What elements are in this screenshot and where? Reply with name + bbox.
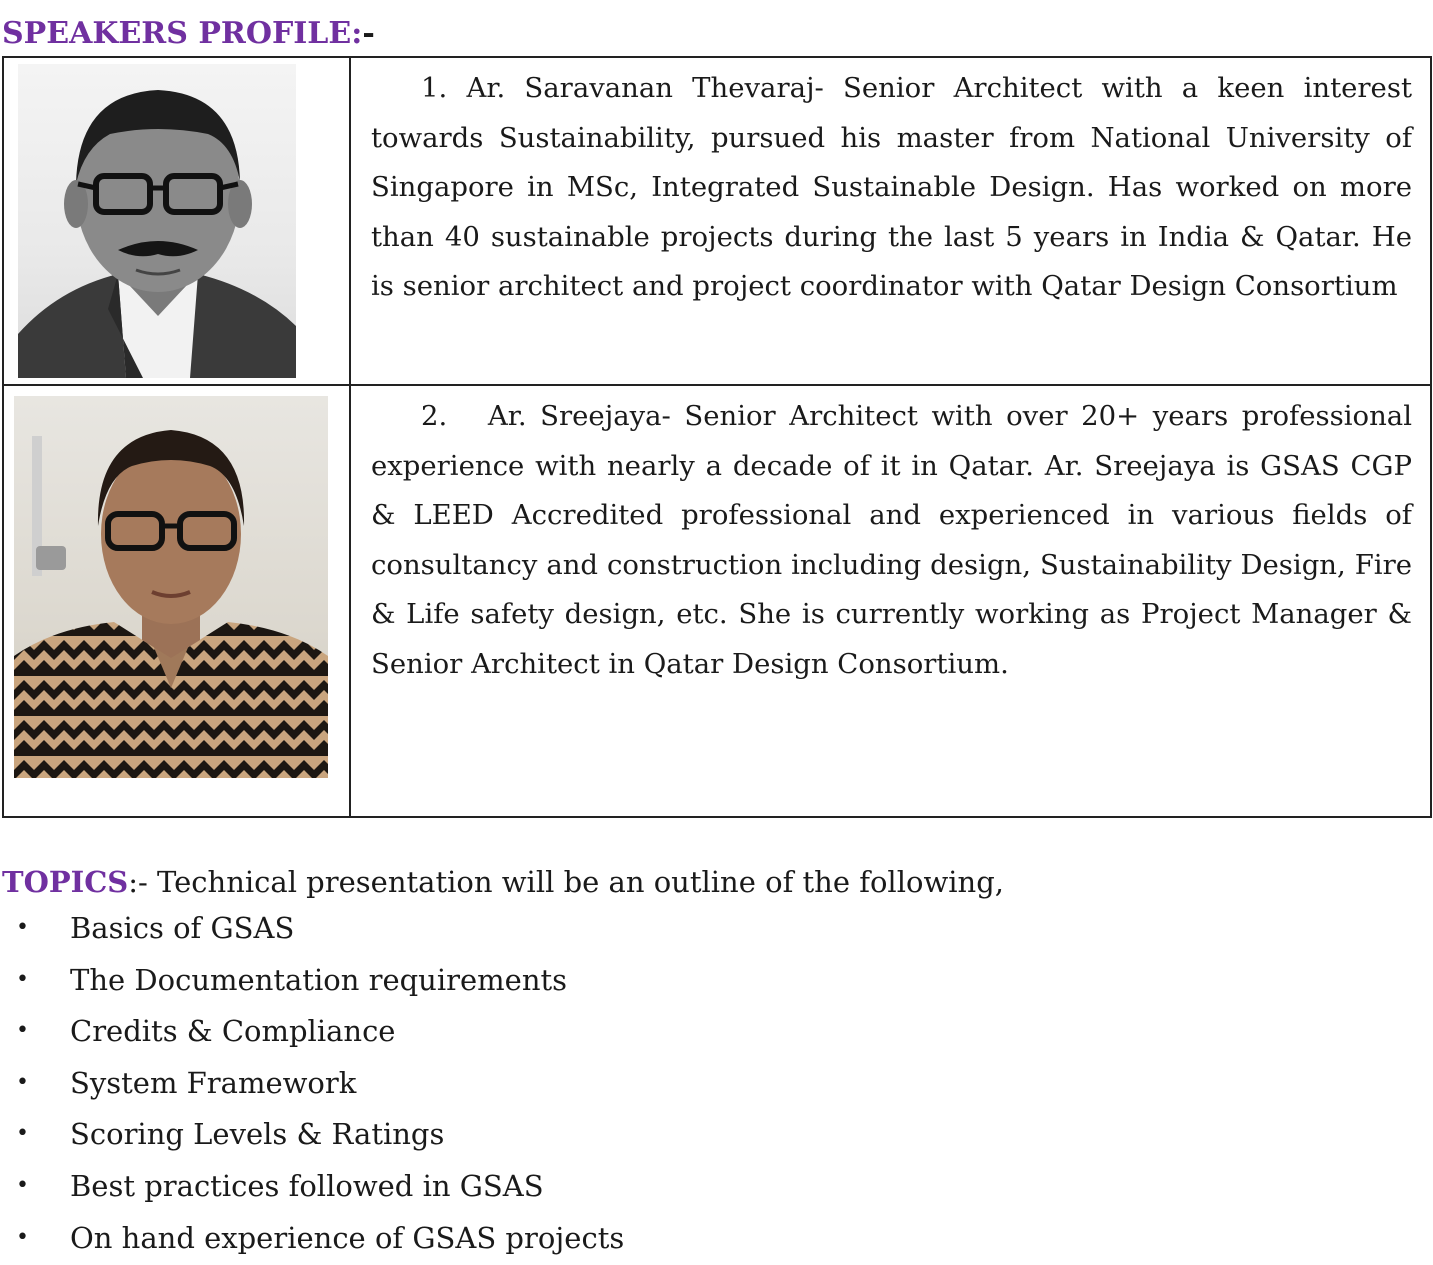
speaker-number: 1.	[421, 72, 448, 104]
topics-list	[0, 904, 624, 1265]
topic-text: On hand experience of GSAS projects	[70, 1220, 625, 1255]
bullet-icon: •	[16, 966, 29, 992]
bullet-icon: •	[16, 1224, 29, 1250]
list-item	[0, 1007, 624, 1059]
woman-portrait-icon	[14, 396, 328, 778]
speaker-photo-cell	[3, 385, 350, 817]
bullet-icon: •	[16, 1069, 29, 1095]
topics-intro: :- Technical presentation will be an outline of the following,	[128, 865, 1004, 899]
speaker-bio	[371, 64, 1412, 312]
bullet-icon: •	[16, 1121, 29, 1147]
list-item	[0, 956, 624, 1008]
list-item	[0, 1214, 624, 1265]
speaker-row	[3, 57, 1431, 385]
list-item	[0, 1110, 624, 1162]
topic-text: Basics of GSAS	[70, 911, 295, 945]
speaker-bio-cell	[350, 385, 1431, 817]
topic-text: System Framework	[70, 1065, 357, 1100]
speaker-bio-text: Ar. Sreejaya- Senior Architect with over 20+ years professional experience with nearly a decade of it in Qatar. Ar. Sreejaya is GSAS CGP & LEED Accredited professional and experienced in various fields of consultancy and construction including design, Sustainability Design, Fire & Life safety design, etc. She is currently working as Project Manager & Senior Architect in Qatar Design Consortium.	[371, 400, 1412, 680]
list-item	[0, 1162, 624, 1214]
speaker-photo-sreejaya	[14, 396, 328, 778]
speakers-profile-suffix: -	[362, 16, 375, 51]
page-heading	[2, 12, 375, 56]
topic-text: Best practices followed in GSAS	[70, 1168, 544, 1203]
topic-text: Scoring Levels & Ratings	[70, 1117, 445, 1152]
speaker-bio-cell	[350, 57, 1431, 385]
topic-text: Credits & Compliance	[70, 1014, 396, 1049]
speaker-photo-saravanan	[18, 64, 296, 378]
speaker-bio	[371, 392, 1412, 689]
bullet-icon: •	[16, 1018, 29, 1044]
speaker-number: 2.	[421, 400, 448, 432]
topics-heading	[2, 858, 1004, 906]
list-item	[0, 904, 624, 956]
speakers-table	[2, 56, 1432, 818]
speaker-row	[3, 385, 1431, 817]
topics-label: TOPICS	[2, 865, 129, 899]
man-portrait-icon	[18, 64, 296, 378]
speaker-photo-cell	[3, 57, 350, 385]
bullet-icon: •	[16, 1172, 29, 1198]
bullet-icon: •	[16, 915, 29, 940]
speaker-bio-text: Ar. Saravanan Thevaraj- Senior Architect with a keen interest towards Sustainability, pursued his master from National University of Singapore in MSc, Integrated Sustainable Design. Has worked on more than 40 sustainable projects during the last 5 years in India & Qatar. He is senior architect and project coordinator with Qatar Design Consortium	[371, 72, 1412, 302]
topic-text: The Documentation requirements	[70, 962, 568, 997]
speakers-profile-title: SPEAKERS PROFILE:	[2, 16, 363, 51]
list-item	[0, 1059, 624, 1111]
